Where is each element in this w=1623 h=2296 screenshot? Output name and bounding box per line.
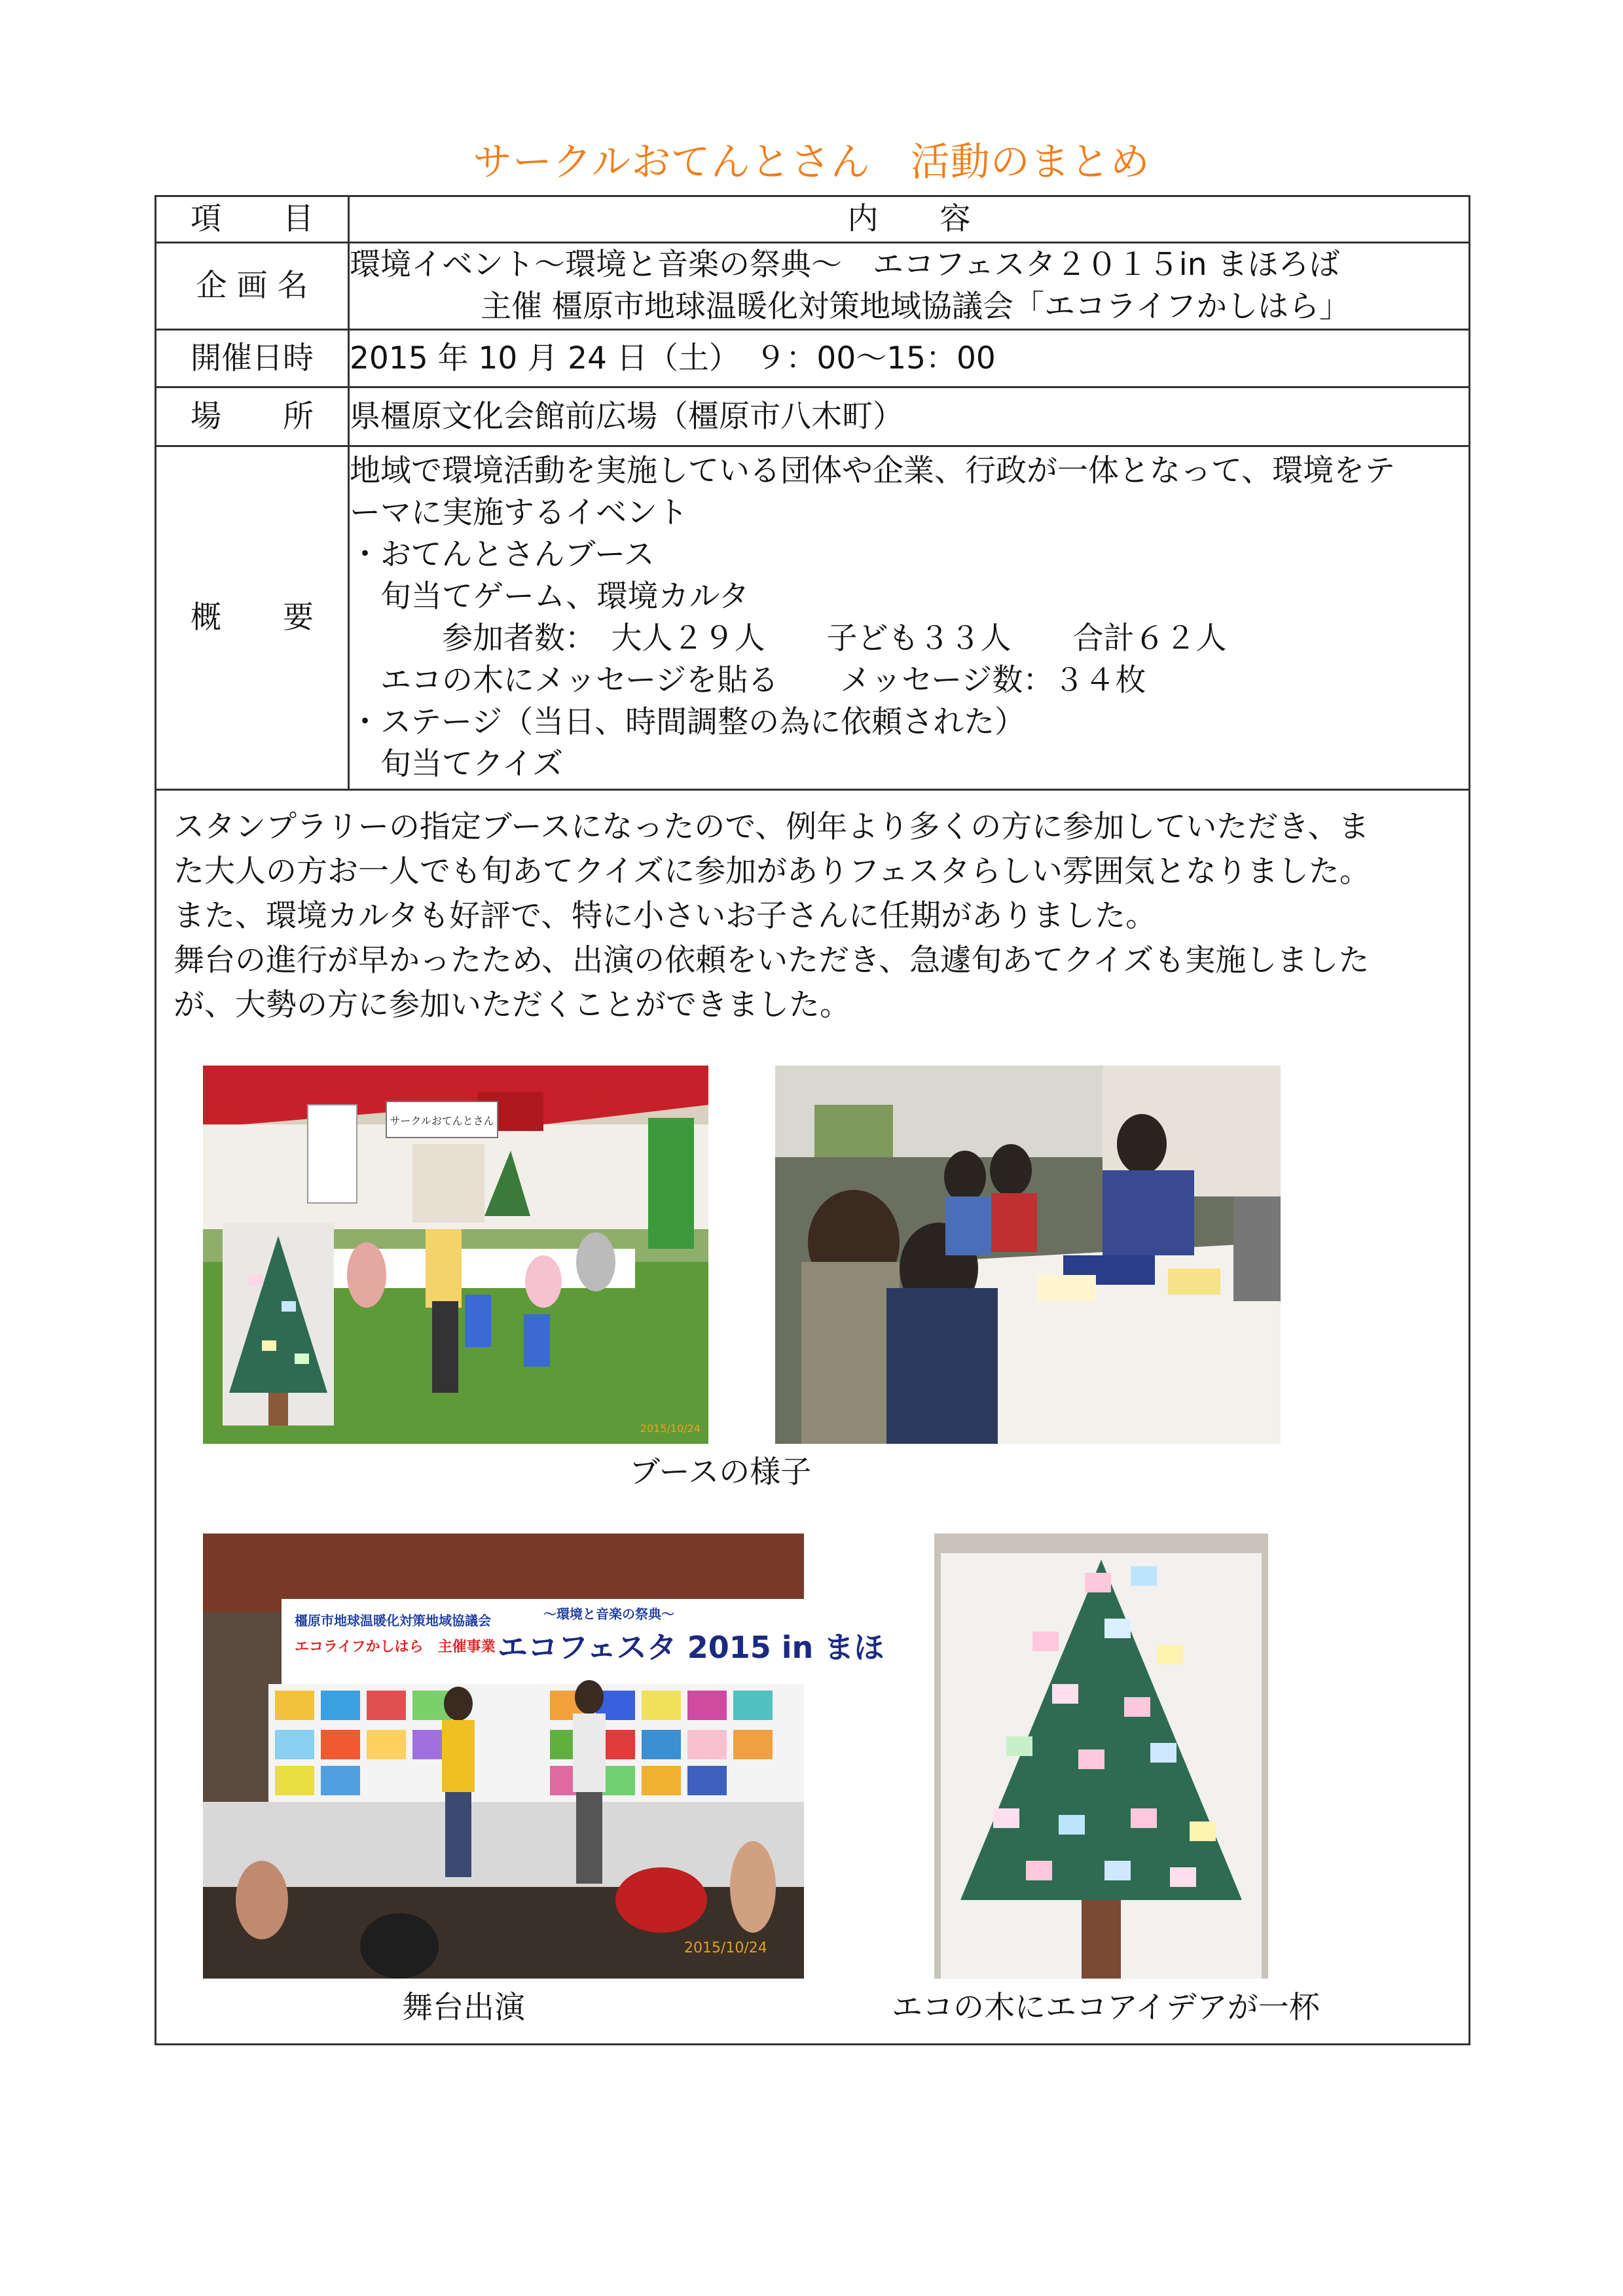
report-line: また、環境カルタも好評で、特に小さいお子さんに任期がありました。 xyxy=(173,898,1157,934)
date-value: 2015 年 10 月 24 日（土） ９：00～15：00 xyxy=(349,330,1470,387)
report-line: 舞台の進行が早かったため、出演の依頼をいただき、急遽旬あてクイズも実施しました xyxy=(173,942,1370,978)
summary-line: ーマに実施するイベント xyxy=(350,495,688,531)
report-line: た大人の方お一人でも旬あてクイズに参加がありフェスタらしい雰囲気となりました。 xyxy=(173,853,1370,889)
report-row xyxy=(156,790,1470,2045)
eco-tree-photo xyxy=(934,1534,1268,1979)
summary-line: ・おてんとさんブース xyxy=(350,537,655,573)
plan-label: 企 画 名 xyxy=(156,243,349,330)
report-cell xyxy=(156,790,1470,2045)
banner-text-1b: ～環境と音楽の祭典～ xyxy=(543,1606,674,1622)
tree-caption: エコの木にエコアイデアが一杯 xyxy=(892,1990,1320,2026)
banner-text-1: 橿原市地球温暖化対策地域協議会 xyxy=(295,1613,491,1628)
stage-photo xyxy=(203,1534,884,1979)
booth-photo-children xyxy=(775,1066,1281,1444)
content-header: 内 容 xyxy=(349,196,1470,243)
activity-summary-table xyxy=(155,195,1470,2045)
summary-line: 地域で環境活動を実施している団体や企業、行政が一体となって、環境をテ xyxy=(350,453,1396,489)
banner-text-big: エコフェスタ 2015 in まほ xyxy=(498,1630,884,1665)
date-label: 開催日時 xyxy=(156,330,349,387)
plan-title: 環境イベント～環境と音楽の祭典～ エコフェスタ２０１５in まほろば xyxy=(350,247,1340,283)
header-row xyxy=(156,196,1470,243)
plan-row xyxy=(156,243,1470,330)
report-text xyxy=(173,805,1457,1028)
banner-text-2: エコライフかしはら 主催事業 xyxy=(295,1639,496,1655)
summary-line: ・ステージ（当日、時間調整の為に依頼された） xyxy=(350,704,1026,740)
summary-line: エコの木にメッセージを貼る メッセージ数：３４枚 xyxy=(350,662,1146,698)
stage-caption: 舞台出演 xyxy=(402,1990,525,2026)
stage-photo-date: 2015/10/24 xyxy=(684,1940,767,1956)
summary-label: 概 要 xyxy=(156,446,349,790)
report-line: が、大勢の方に参加いただくことができました。 xyxy=(173,987,850,1023)
date-row xyxy=(156,330,1470,387)
item-header: 項 目 xyxy=(156,196,349,243)
place-value: 県橿原文化会館前広場（橿原市八木町） xyxy=(349,387,1470,446)
plan-content xyxy=(349,243,1470,330)
booth-photo-date: 2015/10/24 xyxy=(640,1422,701,1435)
booth-photo-tent xyxy=(203,1066,708,1444)
report-line: スタンプラリーの指定ブースになったので、例年より多くの方に参加していただき、ま xyxy=(173,809,1370,845)
booth-caption: ブースの様子 xyxy=(629,1454,812,1490)
place-label: 場 所 xyxy=(156,387,349,446)
place-row xyxy=(156,387,1470,446)
summary-line: 旬当てクイズ xyxy=(350,746,564,782)
summary-line: 旬当てゲーム、環境カルタ xyxy=(350,579,750,615)
page-title: サークルおてんとさん 活動のまとめ xyxy=(473,139,1150,185)
plan-organizer: 主催 橿原市地球温暖化対策地域協議会「エコライフかしはら」 xyxy=(481,289,1351,325)
booth-sign-text: サークルおてんとさん xyxy=(390,1115,494,1127)
summary-line: 参加者数： 大人２９人 子ども３３人 合計６２人 xyxy=(350,620,1227,656)
summary-row xyxy=(156,446,1470,790)
summary-content xyxy=(349,446,1470,790)
